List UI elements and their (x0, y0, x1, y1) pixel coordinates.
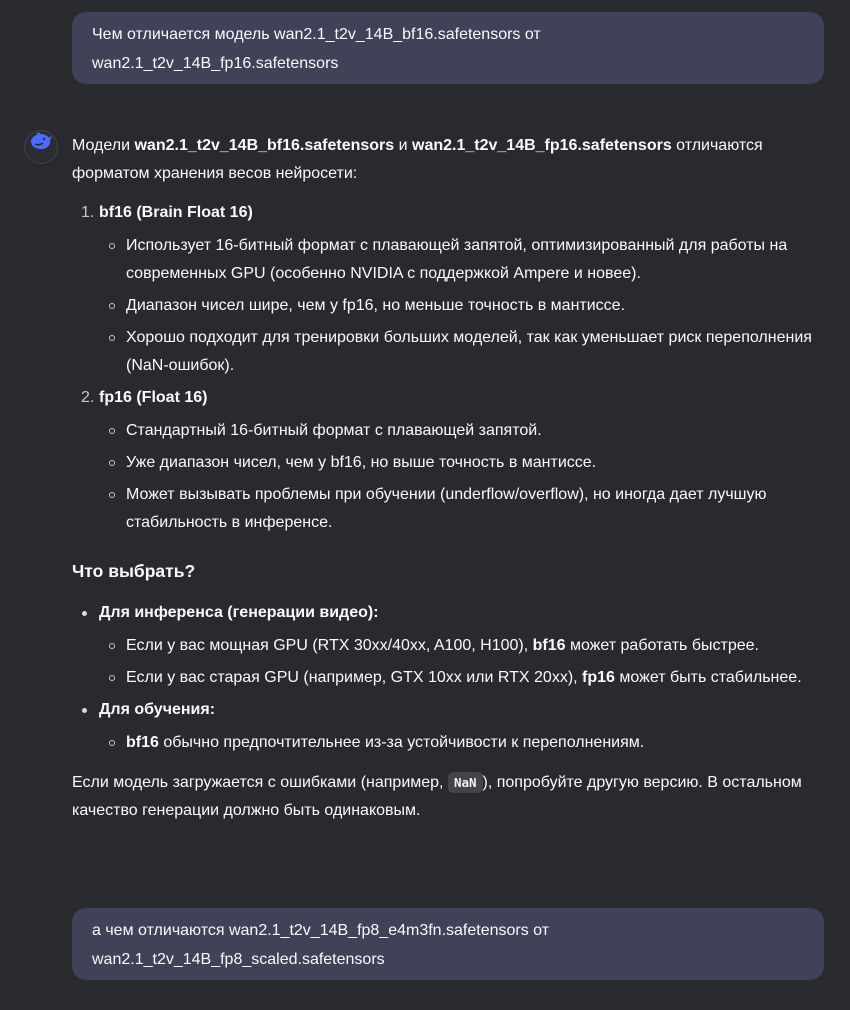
inline-code: NaN (448, 772, 483, 793)
section-heading: Что выбрать? (72, 561, 196, 581)
model-name-fp16: wan2.1_t2v_14B_fp16.safetensors (412, 137, 672, 154)
user-message-1-line2: wan2.1_t2v_14B_fp16.safetensors (92, 55, 339, 72)
list-item: Хорошо подходит для тренировки больших моделей, так как уменьшает риск переполнения (NaN-ошибок). (99, 324, 824, 380)
format-title: bf16 (Brain Float 16) (99, 204, 253, 221)
recommendation-title: Для инференса (генерации видео): (99, 604, 379, 621)
recommendation-inference (72, 599, 824, 692)
user-message-2-line1: а чем отличаются wan2.1_t2v_14B_fp8_e4m3fn.safetensors от (92, 922, 550, 939)
list-item: Стандартный 16-битный формат с плавающей запятой. (99, 417, 824, 445)
user-message-2 (72, 908, 824, 980)
format-item-fp16 (72, 384, 824, 537)
list-item: Использует 16-битный формат с плавающей запятой, оптимизированный для работы на современных GPU (особенно NVIDIA с поддержкой Ampere и новее). (99, 232, 824, 288)
list-number: 2. (81, 389, 95, 406)
whale-logo-icon (29, 132, 53, 162)
recommendation-training (72, 696, 824, 757)
assistant-answer (72, 132, 824, 825)
user-message-2-line2: wan2.1_t2v_14B_fp8_scaled.safetensors (92, 951, 385, 968)
format-title: fp16 (Float 16) (99, 389, 208, 406)
list-item: Уже диапазон чисел, чем у bf16, но выше точность в мантиссе. (99, 449, 824, 477)
user-message-1 (72, 12, 824, 84)
list-item: Может вызывать проблемы при обучении (underflow/overflow), но иногда дает лучшую стабильность в инференсе. (99, 481, 824, 537)
model-name-bf16: wan2.1_t2v_14B_bf16.safetensors (134, 137, 395, 154)
formats-list (72, 199, 824, 537)
user-message-1-line1: Чем отличается модель wan2.1_t2v_14B_bf16.safetensors от (92, 26, 541, 43)
recommendations-list (72, 599, 824, 757)
answer-conclusion: Если модель загружается с ошибками (например, NaN ), попробуйте другую версию. В остальном качество генерации должно быть одинаковым. (72, 774, 802, 819)
format-item-bf16 (72, 199, 824, 380)
list-item: Если у вас мощная GPU (RTX 30xx/40xx, A100, H100), bf16 может работать быстрее. (99, 632, 824, 660)
list-number: 1. (81, 204, 95, 221)
answer-intro: Модели wan2.1_t2v_14B_bf16.safetensors и wan2.1_t2v_14B_fp16.safetensors отличаются форматом хранения весов нейросети: (72, 137, 763, 182)
list-item: bf16 обычно предпочтительнее из-за устойчивости к переполнениям. (99, 729, 824, 757)
list-item: Если у вас старая GPU (например, GTX 10xx или RTX 20xx), fp16 может быть стабильнее. (99, 664, 824, 692)
recommendation-title: Для обучения: (99, 701, 216, 718)
list-item: Диапазон чисел шире, чем у fp16, но меньше точность в мантиссе. (99, 292, 824, 320)
assistant-avatar (24, 130, 58, 164)
